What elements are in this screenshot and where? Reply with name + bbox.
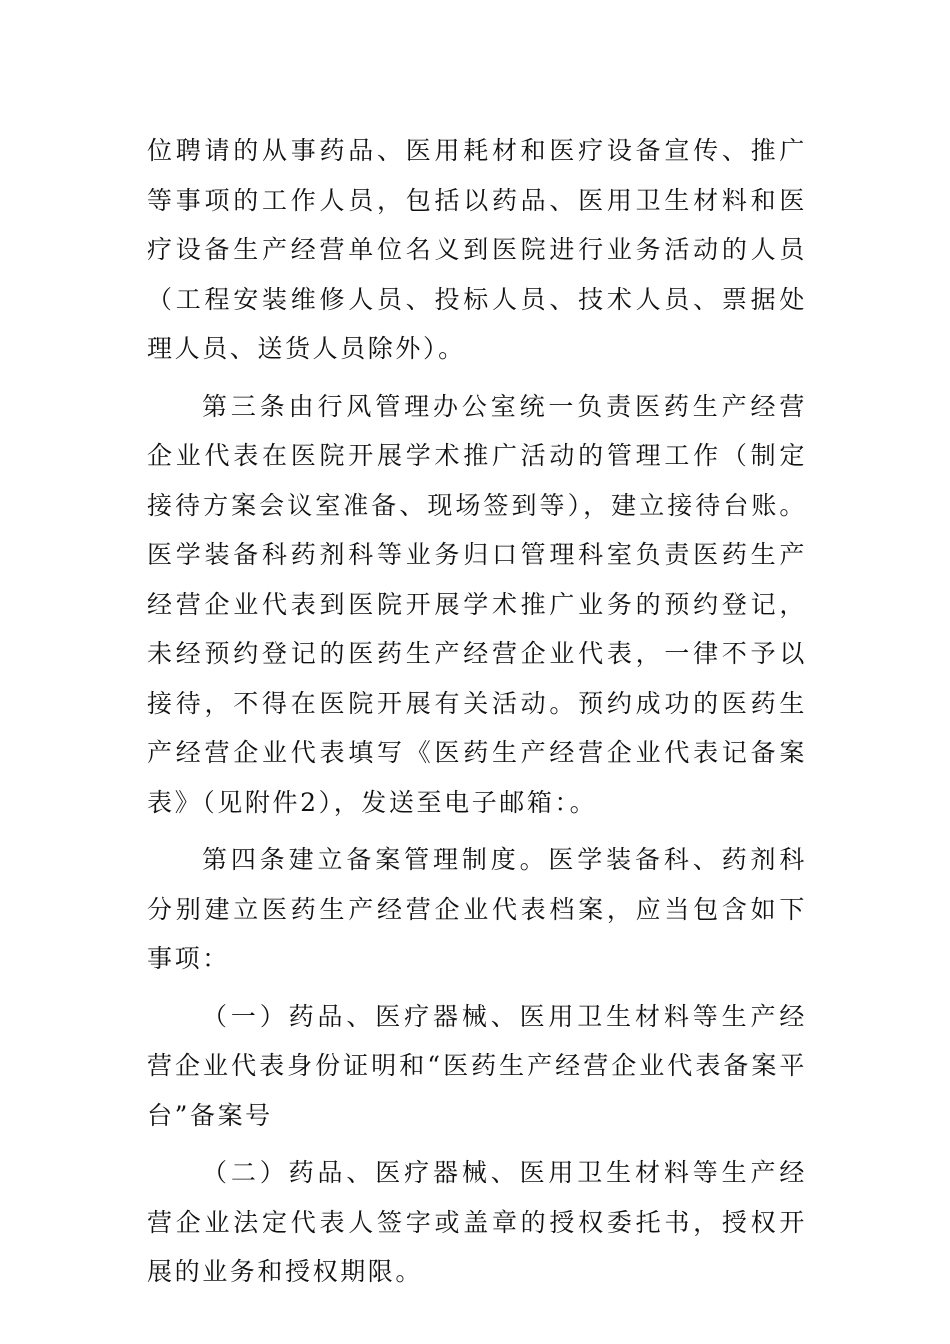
list-item-2: （二）药品、医疗器械、医用卫生材料等生产经营企业法定代表人签字或盖章的授权委托书，授权开展的业务和授权期限。 bbox=[147, 1158, 807, 1286]
paragraph-continuation: 位聘请的从事药品、医用耗材和医疗设备宣传、推广等事项的工作人员，包括以药品、医用卫生材料和医疗设备生产经营单位名义到医院进行业务活动的人员（工程安装维修人员、投标人员、技术人员、票据处理人员、送货人员除外）。 bbox=[147, 136, 807, 363]
list-item-1: （一）药品、医疗器械、医用卫生材料等生产经营企业代表身份证明和“医药生产经营企业代表备案平台”备案号 bbox=[147, 1001, 807, 1130]
paragraph-article-3: 第三条由行风管理办公室统一负责医药生产经营企业代表在医院开展学术推广活动的管理工作（制定接待方案会议室准备、现场签到等），建立接待台账。医学装备科药剂科等业务归口管理科室负责医药生产经营企业代表到医院开展学术推广业务的预约登记，未经预约登记的医药生产经营企业代表，一律不予以接待，不得在医院开展有关活动。预约成功的医药生产经营企业代表填写《医药生产经营企业代表记备案表》（见附件2），发送至电子邮箱：。 bbox=[147, 391, 807, 817]
document-body bbox=[147, 126, 807, 1297]
paragraph-article-4: 第四条建立备案管理制度。医学装备科、药剂科分别建立医药生产经营企业代表档案，应当包含如下事项： bbox=[147, 845, 807, 973]
